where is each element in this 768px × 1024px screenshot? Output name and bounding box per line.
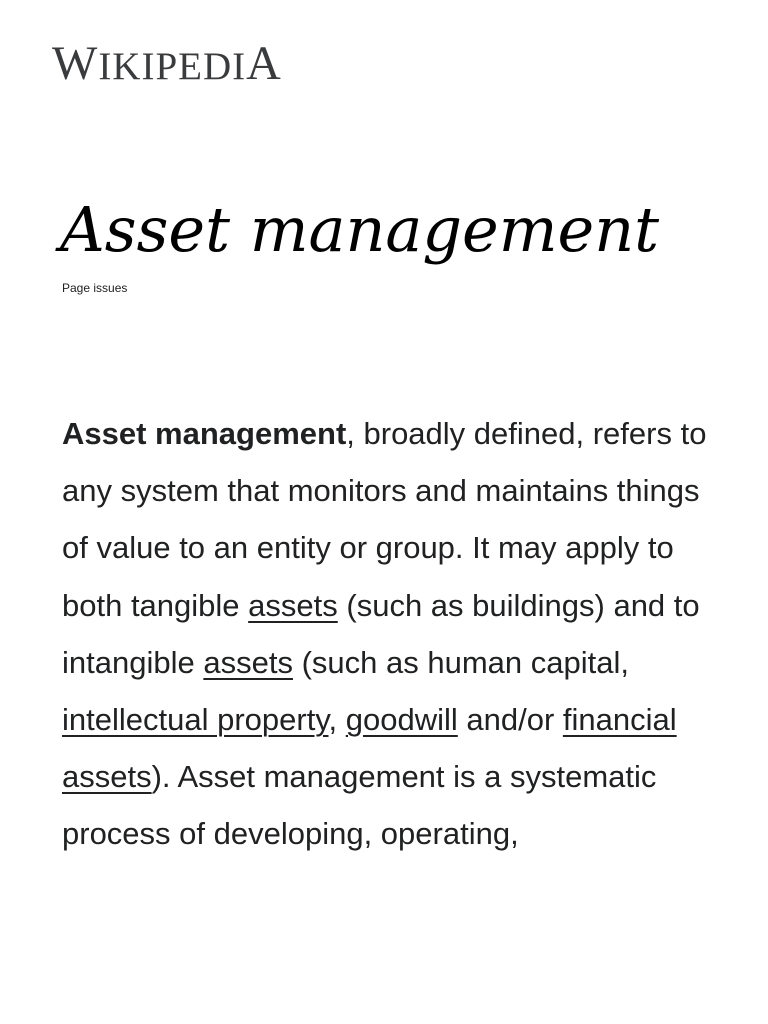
link-goodwill[interactable]: goodwill xyxy=(345,702,458,738)
wordmark-cap-a: A xyxy=(246,37,282,90)
wordmark-middle: IKIPEDI xyxy=(98,45,247,88)
wordmark-cap-w: W xyxy=(52,37,99,90)
article-paragraph xyxy=(62,405,722,863)
link-assets-intangible[interactable]: assets xyxy=(203,644,293,680)
link-financial-assets[interactable]: financial assets xyxy=(62,702,677,795)
bold-term: Asset management xyxy=(62,416,347,451)
paragraph-text: , xyxy=(328,702,346,738)
paragraph-text: (such as buildings) and to intangible xyxy=(62,587,700,680)
wikipedia-wordmark[interactable] xyxy=(52,37,282,90)
link-assets-tangible[interactable]: assets xyxy=(248,587,338,623)
link-intellectual-property[interactable]: intellectual property xyxy=(62,702,329,738)
paragraph-text: ). Asset management is a systematic process of developing, operating, xyxy=(62,759,657,852)
paragraph-text: , broadly defined, refers to any system that monitors and maintains things of value to an entity or group. It may apply to both tangible xyxy=(62,416,707,623)
page-issues-link[interactable]: Page issues xyxy=(62,281,128,295)
paragraph-text: and/or xyxy=(457,702,563,738)
paragraph-text: (such as human capital, xyxy=(292,644,629,680)
page-title: Asset management xyxy=(60,193,660,266)
